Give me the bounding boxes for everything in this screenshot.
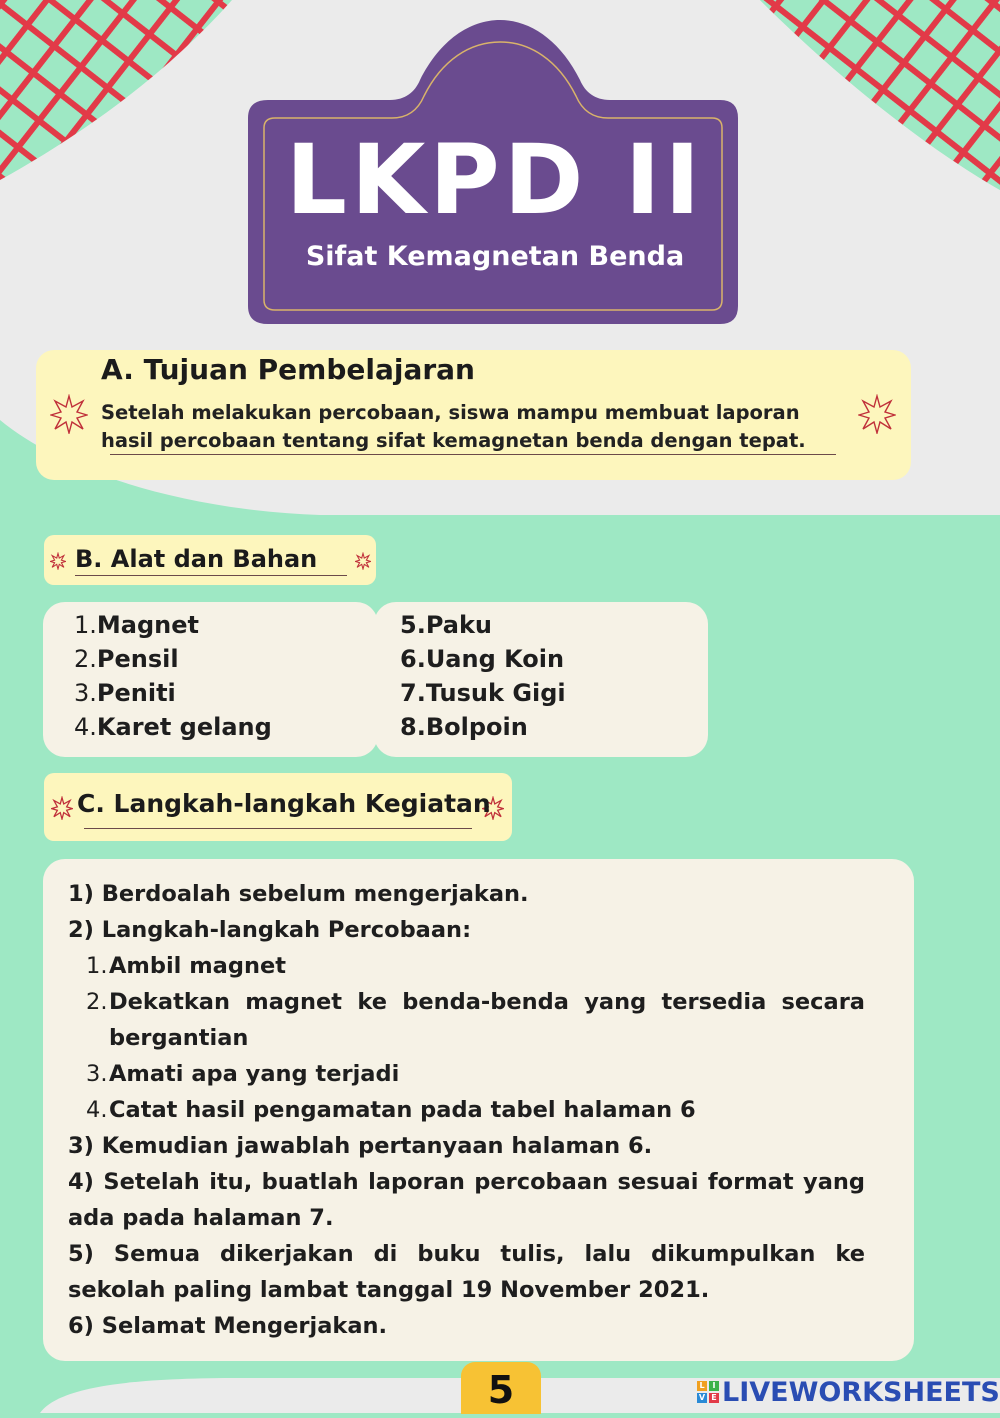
star-icon xyxy=(50,552,66,570)
list-item: 8.Bolpoin xyxy=(400,713,528,741)
page-number: 5 xyxy=(461,1362,541,1414)
tujuan-underline xyxy=(110,454,836,455)
star-icon xyxy=(50,394,88,434)
star-icon xyxy=(355,552,371,570)
brand-text: LIVEWORKSHEETS xyxy=(722,1376,1000,1408)
list-item: 6.Uang Koin xyxy=(400,645,565,673)
liveworksheets-brand[interactable] xyxy=(697,1376,1000,1408)
step-item: 4) Setelah itu, buatlah laporan percobaan sesuai format yang ada pada halaman 7. xyxy=(68,1169,865,1231)
step-item: 1) Berdoalah sebelum mengerjakan. xyxy=(68,881,529,907)
step-item: 3) Kemudian jawablah pertanyaan halaman 6. xyxy=(68,1133,653,1159)
list-item: 5.Paku xyxy=(400,611,493,639)
star-icon xyxy=(51,796,73,820)
alat-heading: B. Alat dan Bahan xyxy=(75,545,318,573)
sub-step-item: 4. Catat hasil pengamatan pada tabel halaman 6 xyxy=(86,1097,696,1123)
liveworksheets-logo-icon: L I V E xyxy=(697,1381,719,1403)
step-item: 2) Langkah-langkah Percobaan: xyxy=(68,917,472,943)
tujuan-text: Setelah melakukan percobaan, siswa mampu membuat laporan hasil percobaan tentang sifat kemagnetan benda dengan tepat. xyxy=(101,401,806,452)
worksheet-subtitle: Sifat Kemagnetan Benda xyxy=(305,241,685,272)
steps-list xyxy=(68,876,865,1344)
sub-step-item: 3. Amati apa yang terjadi xyxy=(86,1061,400,1087)
list-item: 7.Tusuk Gigi xyxy=(400,679,566,707)
list-item: 1.Magnet xyxy=(74,611,199,639)
worksheet-title: LKPD II xyxy=(285,124,705,236)
tujuan-heading: A. Tujuan Pembelajaran xyxy=(101,353,475,386)
list-item: 4.Karet gelang xyxy=(74,713,272,741)
sub-step-item: 1. Ambil magnet xyxy=(86,953,286,979)
step-item: 5) Semua dikerjakan di buku tulis, lalu dikumpulkan ke sekolah paling lambat tanggal 19 November 2021. xyxy=(68,1241,865,1303)
langkah-heading: C. Langkah-langkah Kegiatan xyxy=(77,789,491,818)
list-item: 3.Peniti xyxy=(74,679,176,707)
step-item: 6) Selamat Mengerjakan. xyxy=(68,1313,388,1339)
star-icon xyxy=(858,394,896,434)
alat-underline xyxy=(75,575,347,576)
list-item: 2.Pensil xyxy=(74,645,179,673)
langkah-underline xyxy=(84,828,472,829)
sub-step-item: 2. Dekatkan magnet ke benda-benda yang tersedia secara bergantian xyxy=(86,989,865,1051)
